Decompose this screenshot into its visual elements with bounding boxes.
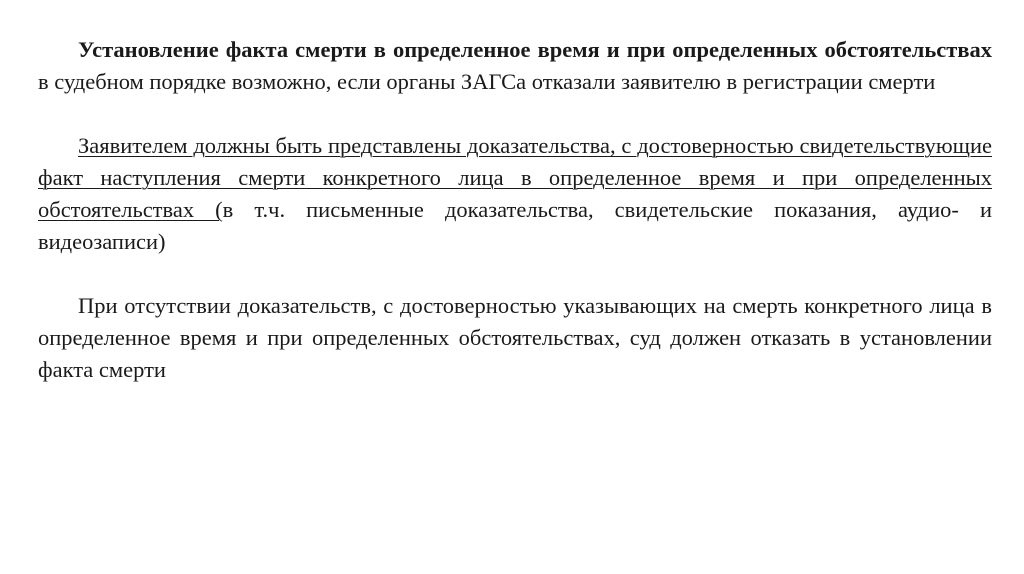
paragraph-condition (38, 34, 992, 98)
document-page (38, 34, 992, 386)
paragraph-evidence-rest: в т.ч. письменные доказательства, свидетельские показания, аудио- и видеозаписи) (38, 197, 992, 254)
paragraph-evidence-underlined: Заявителем должны быть представлены доказательства, с достоверностью свидетельствующие факт наступления смерти конкретного лица в определенное время и при определенных обстоятельствах ( (38, 133, 992, 222)
paragraph-evidence (38, 130, 992, 258)
paragraph-condition-bold: Установление факта смерти в определенное время и при определенных обстоятельствах (78, 37, 992, 62)
paragraph-refusal: При отсутствии доказательств, с достоверностью указывающих на смерть конкретного лица в определенное время и при определенных обстоятельствах, суд должен отказать в установлении факта смерти (38, 293, 992, 382)
paragraph-condition-rest: в судебном порядке возможно, если органы ЗАГСа отказали заявителю в регистрации смерти (38, 69, 936, 94)
